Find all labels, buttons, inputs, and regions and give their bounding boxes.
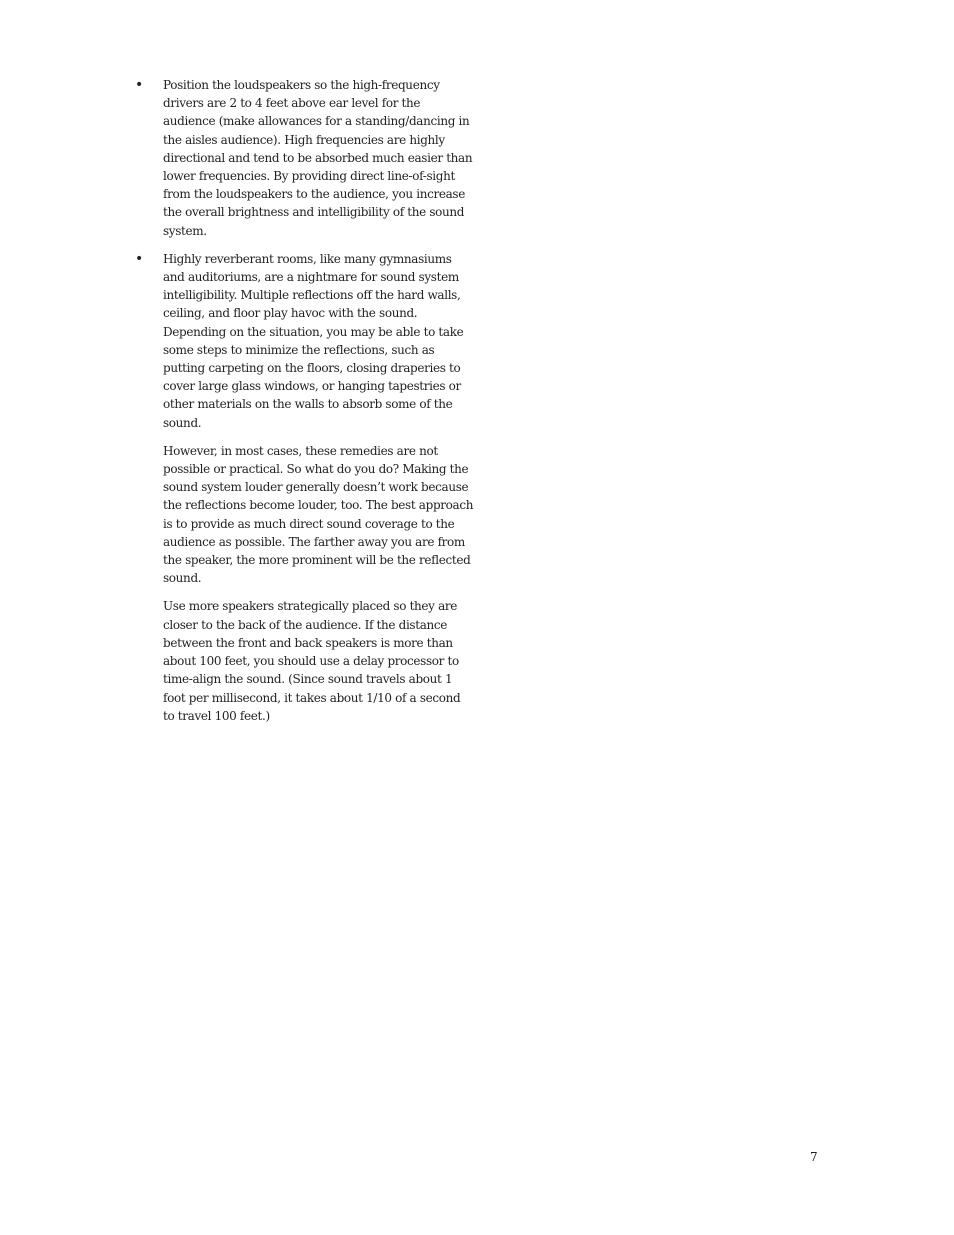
bullet-text: Highly reverberant rooms, like many gymnasiums and auditoriums, are a nightmare for sound system intelligibility. Multiple reflections off the hard walls, ceiling, and floor play havoc with the sound. Depending on the situation, you may be able to take some steps to minimize the reflections, such as putting carpeting on the floors, closing draperies to cover large glass windows, or hanging tapestries or other materials on the walls to absorb some of the sound. — [163, 251, 464, 430]
bullet-item-speaker-height — [135, 76, 475, 240]
text-column — [135, 76, 475, 735]
bullet-symbol: • — [135, 250, 144, 267]
bullet-item-reverberant-rooms — [135, 250, 475, 432]
paragraph-remedies: However, in most cases, these remedies are not possible or practical. So what do you do? Making the sound system louder generally doesn’t work because the reflections become louder, too. The best approach is to provide as much direct sound coverage to the audience as possible. The farther away you are from the speaker, the more prominent will be the reflected sound. — [163, 443, 474, 586]
bullet-text: Position the loudspeakers so the high-frequency drivers are 2 to 4 feet above ear level for the audience (make allowances for a standing/dancing in the aisles audience). High frequencies are highly directional and tend to be absorbed much easier than lower frequencies. By providing direct line-of-sight from the loudspeakers to the audience, you increase the overall brightness and intelligibility of the sound system. — [163, 78, 473, 238]
page-number: 7 — [810, 1150, 818, 1164]
bullet-symbol: • — [135, 77, 144, 93]
paragraph-delay-processor: Use more speakers strategically placed so they are closer to the back of the audience. If the distance between the front and back speakers is more than about 100 feet, you should use a delay processor to time-align the sound. (Since sound travels about 1 foot per millisecond, it takes about 1/10 of a second to travel 100 feet.) — [163, 599, 461, 723]
